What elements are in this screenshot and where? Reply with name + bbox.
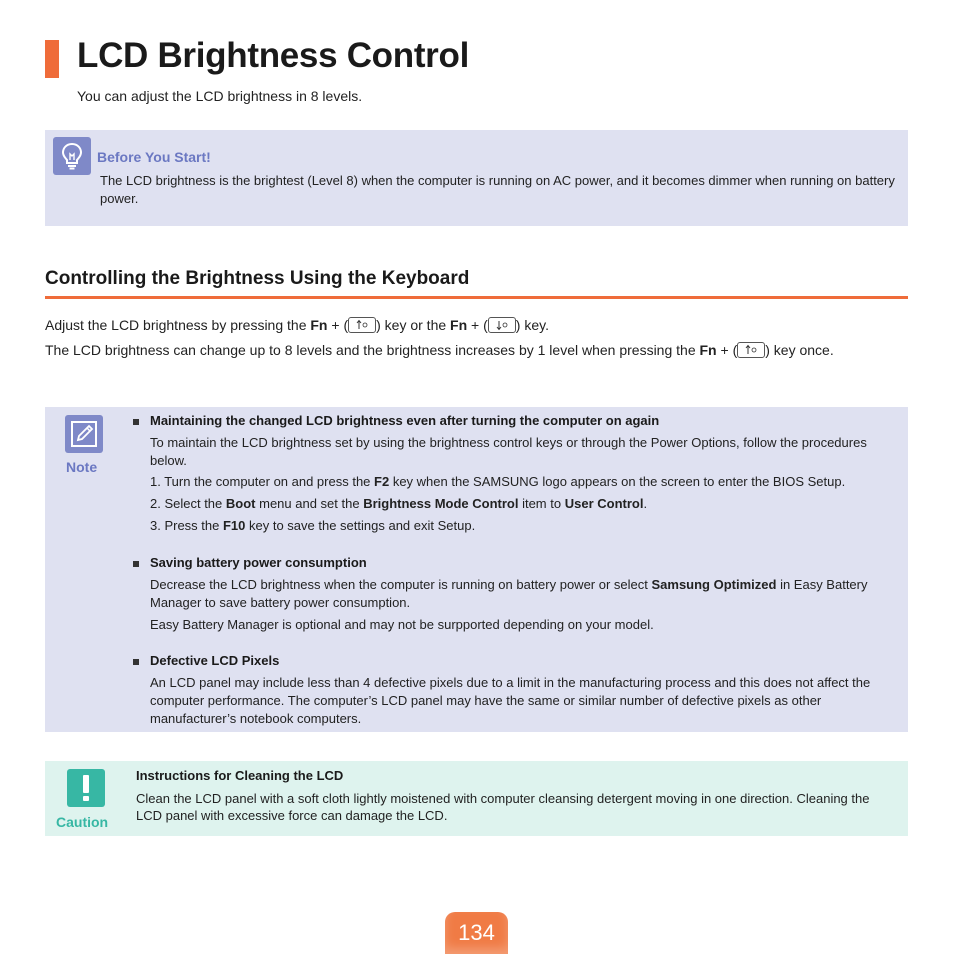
p1-text-a: Adjust the LCD brightness by pressing the [45, 317, 311, 333]
note-item-2-heading: Saving battery power consumption [150, 555, 367, 570]
before-you-start-text: The LCD brightness is the brightest (Level 8) when the computer is running on AC power, and it becomes dimmer when running on battery power. [100, 173, 895, 206]
p2-text-c: ) key once. [765, 342, 834, 358]
p1-text-b: + ( [327, 317, 349, 333]
before-you-start-box [45, 130, 908, 226]
keyboard-paragraph-2 [45, 340, 908, 361]
note-box [45, 407, 908, 732]
page-title: LCD Brightness Control [77, 36, 470, 75]
caution-box [45, 761, 908, 836]
keyboard-paragraph-1 [45, 315, 908, 336]
caution-label: Caution [56, 814, 109, 830]
page-number: 134 [445, 912, 508, 954]
note-item-3-heading: Defective LCD Pixels [150, 653, 280, 668]
section-heading: Controlling the Brightness Using the Keyboard [45, 268, 470, 289]
before-you-start-label: Before You Start! [97, 149, 211, 165]
caution-text: Clean the LCD panel with a soft cloth lightly moistened with computer cleansing detergent moving in one direction. Cleaning the LCD panel with excessive force can damage the LCD. [136, 791, 870, 823]
bullet-2 [133, 561, 139, 567]
bullet-1 [133, 419, 139, 425]
note-item-2-text: Decrease the LCD brightness when the computer is running on battery power or select Samsung Optimized in Easy Battery Manager to save battery power consumption. [150, 577, 868, 610]
caution-heading: Instructions for Cleaning the LCD [136, 768, 344, 783]
title-accent-bar [45, 40, 59, 78]
p1-text-d: + ( [467, 317, 488, 333]
fn-key-label-3: Fn [699, 342, 717, 358]
note-item-2-text-2: Easy Battery Manager is optional and may not be surpported depending on your model. [150, 617, 654, 632]
note-item-1-text: To maintain the LCD brightness set by using the brightness control keys or through the Power Options, follow the procedures below. [150, 435, 867, 468]
p2-text-a: The LCD brightness can change up to 8 levels and the brightness increases by 1 level when pressing the [45, 342, 700, 358]
fn-key-label-2: Fn [450, 317, 468, 333]
brightness-down-key-icon [488, 317, 516, 333]
brightness-up-key-icon [737, 342, 765, 358]
note-item-3-text: An LCD panel may include less than 4 defective pixels due to a limit in the manufacturing process and this does not affect the computer performance. The computer’s LCD panel may have the same or similar number of defective pixels as other manufacturer’s notebook computers. [150, 675, 871, 726]
note-item-1-step-3: 3. Press the F10 key to save the settings and exit Setup. [150, 518, 476, 533]
p1-text-c: ) key or the [376, 317, 451, 333]
p1-text-e: ) key. [515, 317, 549, 333]
note-item-1-step-2: 2. Select the Boot menu and set the Brightness Mode Control item to User Control. [150, 496, 648, 511]
bullet-3 [133, 659, 139, 665]
exclamation-icon [67, 769, 105, 807]
p2-text-b: + ( [716, 342, 738, 358]
pencil-icon [65, 415, 103, 453]
brightness-up-key-icon [348, 317, 376, 333]
section-divider [45, 296, 908, 299]
lightbulb-icon [53, 137, 91, 175]
fn-key-label: Fn [310, 317, 328, 333]
note-item-1-step-1: 1. Turn the computer on and press the F2 key when the SAMSUNG logo appears on the screen to enter the BIOS Setup. [150, 474, 846, 489]
note-label: Note [66, 459, 98, 475]
note-item-1-heading: Maintaining the changed LCD brightness even after turning the computer on again [150, 413, 660, 428]
intro-text: You can adjust the LCD brightness in 8 levels. [77, 88, 363, 104]
